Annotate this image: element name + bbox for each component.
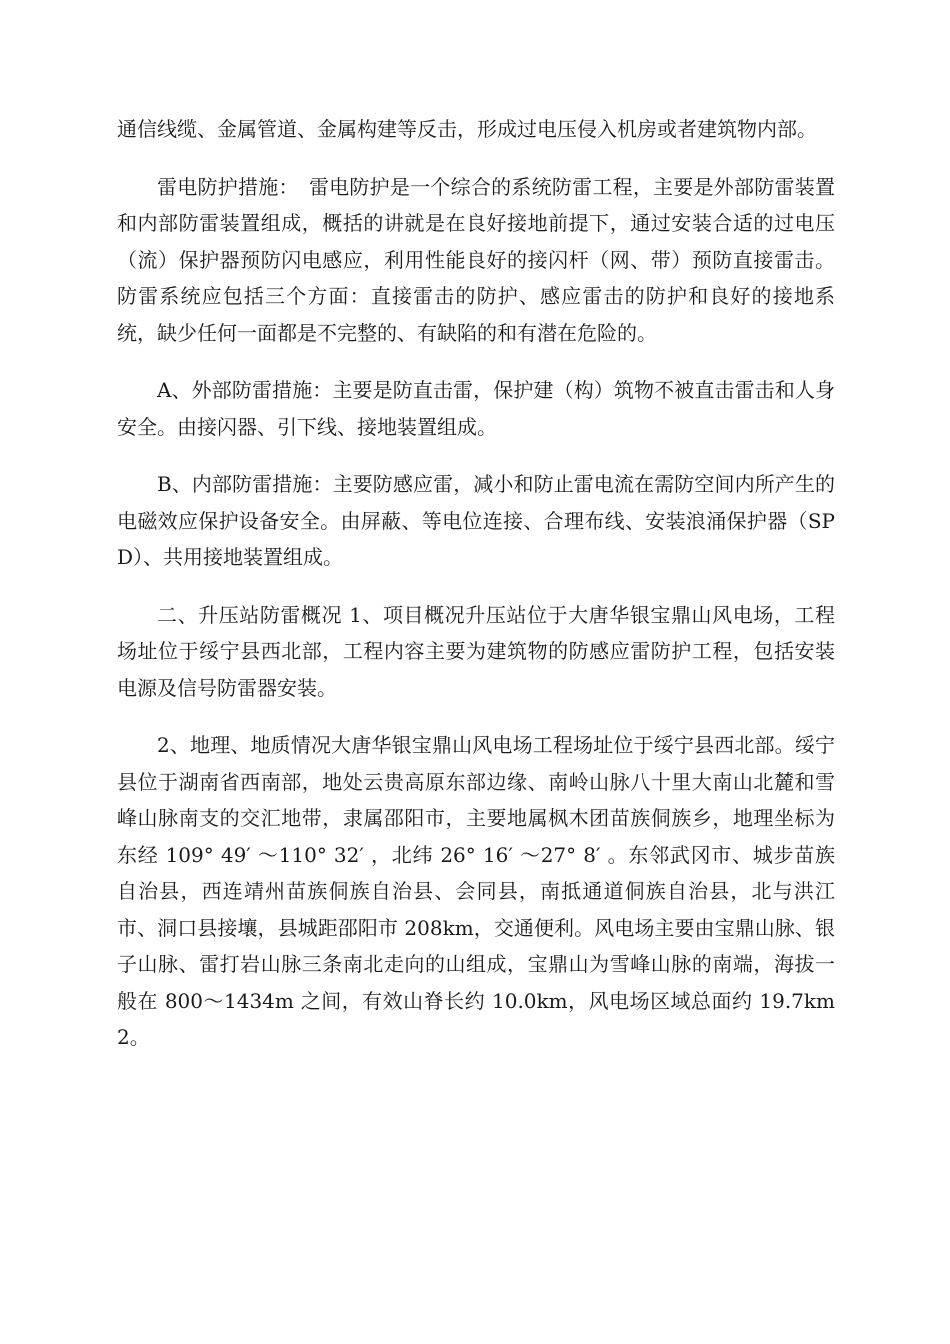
paragraph-internal-protection: B、内部防雷措施：主要防感应雷，减小和防止雷电流在需防空间内所产生的电磁效应保护设备安全。由屏蔽、等电位连接、合理布线、安装浪涌保护器（SPD）、共用接地装置组成。 [117,472,835,569]
paragraph-external-protection: A、外部防雷措施：主要是防直击雷，保护建（构）筑物不被直击雷击和人身安全。由接闪器、引下线、接地装置组成。 [117,378,835,439]
paragraph-substation-overview: 二、升压站防雷概况 1、项目概况升压站位于大唐华银宝鼎山风电场，工程场址位于绥宁县西北部，工程内容主要为建筑物的防感应雷防护工程，包括安装电源及信号防雷器安装。 [117,602,835,700]
paragraph-lightning-protection-measures: 雷电防护措施： 雷电防护是一个综合的系统防雷工程，主要是外部防雷装置和内部防雷装置组成，概括的讲就是在良好接地前提下，通过安装合适的过电压（流）保护器预防闪电感应，利用性能良好的接闪杆（网、带）预防直接雷击。防雷系统应包括三个方面：直接雷击的防护、感应雷击的防护和良好的接地系统，缺少任何一面都是不完整的、有缺陷的和有潜在危险的。 [117,174,835,345]
paragraph-continuation: 通信线缆、金属管道、金属构建等反击，形成过电压侵入机房或者建筑物内部。 [117,117,817,141]
document-body [117,111,835,1077]
paragraph-geography: 2、地理、地质情况大唐华银宝鼎山风电场工程场址位于绥宁县西北部。绥宁县位于湖南省西南部，地处云贵高原东部边缘、南岭山脉八十里大南山北麓和雪峰山脉南支的交汇地带，隶属邵阳市，主要地属枫木团苗族侗族乡，地理坐标为东经 109° 49′ ～110° 32′ ，北纬 26° 16′ ～27° 8′ 。东邻武冈市、城步苗族自治县，西连靖州苗族侗族自治县、会同县，南抵通道侗族自治县，北与洪江市、洞口县接壤，县城距邵阳市 208km，交通便利。风电场主要由宝鼎山脉、银子山脉、雷打岩山脉三条南北走向的山组成，宝鼎山为雪峰山脉的南端，海拔一般在 800～1434m 之间，有效山脊长约 10.0km，风电场区域总面约 19.7km2。 [117,733,835,1049]
